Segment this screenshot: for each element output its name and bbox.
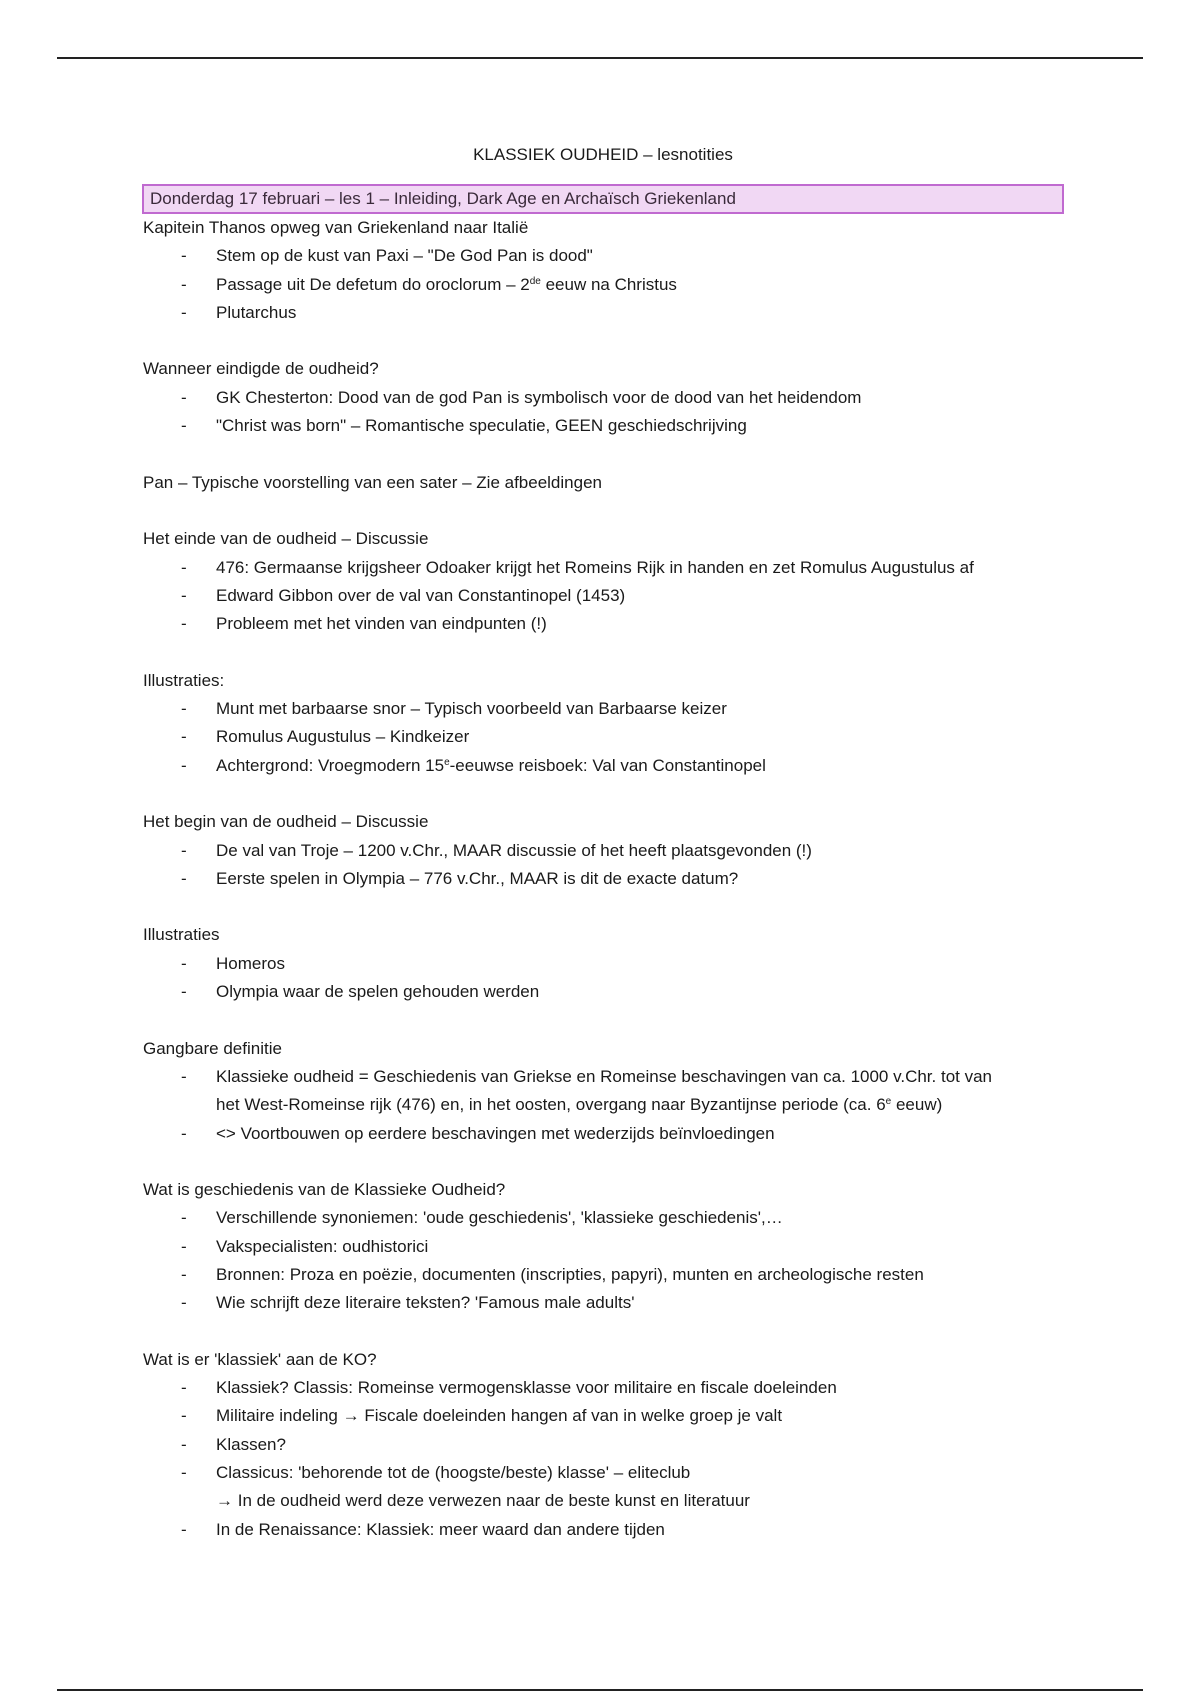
list-item: - Wie schrijft deze literaire teksten? 'Famous male adults'	[143, 1289, 1063, 1317]
list-item: - Romulus Augustulus – Kindkeizer	[143, 723, 1063, 751]
list-item: - Klassen?	[143, 1431, 1063, 1459]
list-item: - In de Renaissance: Klassiek: meer waard dan andere tijden	[143, 1516, 1063, 1544]
bullet-dash: -	[181, 727, 187, 747]
section-heading: Het einde van de oudheid – Discussie	[143, 529, 429, 549]
bullet-dash: -	[181, 868, 187, 888]
bullet-dash: -	[181, 1463, 187, 1483]
bullet-dash: -	[181, 1123, 187, 1143]
list-item: - Militaire indeling → Fiscale doeleinden hangen af van in welke groep je valt	[143, 1402, 1063, 1430]
section-heading: Het begin van de oudheid – Discussie	[143, 812, 429, 832]
bullet-dash: -	[181, 699, 187, 719]
bullet-dash: -	[181, 274, 187, 294]
bullet-dash: -	[181, 387, 187, 407]
section-heading: Wat is geschiedenis van de Klassieke Oudheid?	[143, 1180, 506, 1200]
list-item: - Homeros	[143, 950, 1063, 978]
document-title: KLASSIEK OUDHEID – lesnotities	[473, 145, 733, 164]
bullet-dash: -	[181, 1264, 187, 1284]
bullet-dash: -	[181, 302, 187, 322]
section-heading: Gangbare definitie	[143, 1038, 282, 1058]
bullet-dash: -	[181, 1066, 187, 1086]
document-page	[143, 140, 1063, 1544]
bullet-dash: -	[181, 557, 187, 577]
list-item: - "Christ was born" – Romantische speculatie, GEEN geschiedschrijving	[143, 412, 1063, 440]
list-item: - Plutarchus	[143, 299, 1063, 327]
list-item: - Edward Gibbon over de val van Constantinopel (1453)	[143, 582, 1063, 610]
section-heading: Wanneer eindigde de oudheid?	[143, 359, 379, 379]
bullet-dash: -	[181, 1293, 187, 1313]
list-item: - Verschillende synoniemen: 'oude geschiedenis', 'klassieke geschiedenis',…	[143, 1204, 1063, 1232]
bullet-dash: -	[181, 416, 187, 436]
list-item: - Passage uit De defetum do oroclorum – 2de eeuw na Christus	[143, 271, 1063, 299]
list-item: - Stem op de kust van Paxi – "De God Pan is dood"	[143, 242, 1063, 270]
lesson-banner[interactable]: Donderdag 17 februari – les 1 – Inleiding, Dark Age en Archaïsch Griekenland	[142, 184, 1064, 214]
list-item: - Eerste spelen in Olympia – 776 v.Chr., MAAR is dit de exacte datum?	[143, 865, 1063, 893]
list-item: - Bronnen: Proza en poëzie, documenten (inscripties, papyri), munten en archeologische resten	[143, 1261, 1063, 1289]
list-item: - Klassieke oudheid = Geschiedenis van Griekse en Romeinse beschavingen van ca. 1000 v.Chr. tot van	[143, 1063, 1063, 1091]
top-rule	[57, 57, 1143, 59]
list-item-continuation: → In de oudheid werd deze verwezen naar de beste kunst en literatuur	[216, 1491, 750, 1511]
section-heading: Illustraties	[143, 925, 220, 945]
list-item-continuation: het West-Romeinse rijk (476) en, in het oosten, overgang naar Byzantijnse periode (ca. 6e eeuw)	[216, 1095, 943, 1115]
list-item: - 476: Germaanse krijgsheer Odoaker krijgt het Romeins Rijk in handen en zet Romulus Augustulus af	[143, 554, 1063, 582]
bullet-dash: -	[181, 614, 187, 634]
list-item: - Vakspecialisten: oudhistorici	[143, 1233, 1063, 1261]
bottom-rule	[57, 1689, 1143, 1691]
bullet-dash: -	[181, 840, 187, 860]
list-item: - Munt met barbaarse snor – Typisch voorbeeld van Barbaarse keizer	[143, 695, 1063, 723]
bullet-dash: -	[181, 1208, 187, 1228]
list-item: - <> Voortbouwen op eerdere beschavingen met wederzijds beïnvloedingen	[143, 1120, 1063, 1148]
section-heading: Illustraties:	[143, 670, 225, 690]
list-item: - Achtergrond: Vroegmodern 15e-eeuwse reisboek: Val van Constantinopel	[143, 752, 1063, 780]
list-item: - Olympia waar de spelen gehouden werden	[143, 978, 1063, 1006]
bullet-dash: -	[181, 585, 187, 605]
bullet-dash: -	[181, 246, 187, 266]
bullet-dash: -	[181, 953, 187, 973]
section-heading: Pan – Typische voorstelling van een sater – Zie afbeeldingen	[143, 472, 602, 492]
bullet-dash: -	[181, 1378, 187, 1398]
bullet-dash: -	[181, 1519, 187, 1539]
bullet-dash: -	[181, 1406, 187, 1426]
list-item: - De val van Troje – 1200 v.Chr., MAAR discussie of het heeft plaatsgevonden (!)	[143, 837, 1063, 865]
list-item: - GK Chesterton: Dood van de god Pan is symbolisch voor de dood van het heidendom	[143, 384, 1063, 412]
bullet-dash: -	[181, 1434, 187, 1454]
list-item: - Classicus: 'behorende tot de (hoogste/beste) klasse' – eliteclub	[143, 1459, 1063, 1487]
list-item: - Klassiek? Classis: Romeinse vermogensklasse voor militaire en fiscale doeleinden	[143, 1374, 1063, 1402]
bullet-dash: -	[181, 1236, 187, 1256]
bullet-dash: -	[181, 982, 187, 1002]
bullet-dash: -	[181, 755, 187, 775]
list-item: - Probleem met het vinden van eindpunten (!)	[143, 610, 1063, 638]
section-heading: Wat is er 'klassiek' aan de KO?	[143, 1349, 377, 1369]
section-heading: Kapitein Thanos opweg van Griekenland naar Italië	[143, 218, 529, 237]
